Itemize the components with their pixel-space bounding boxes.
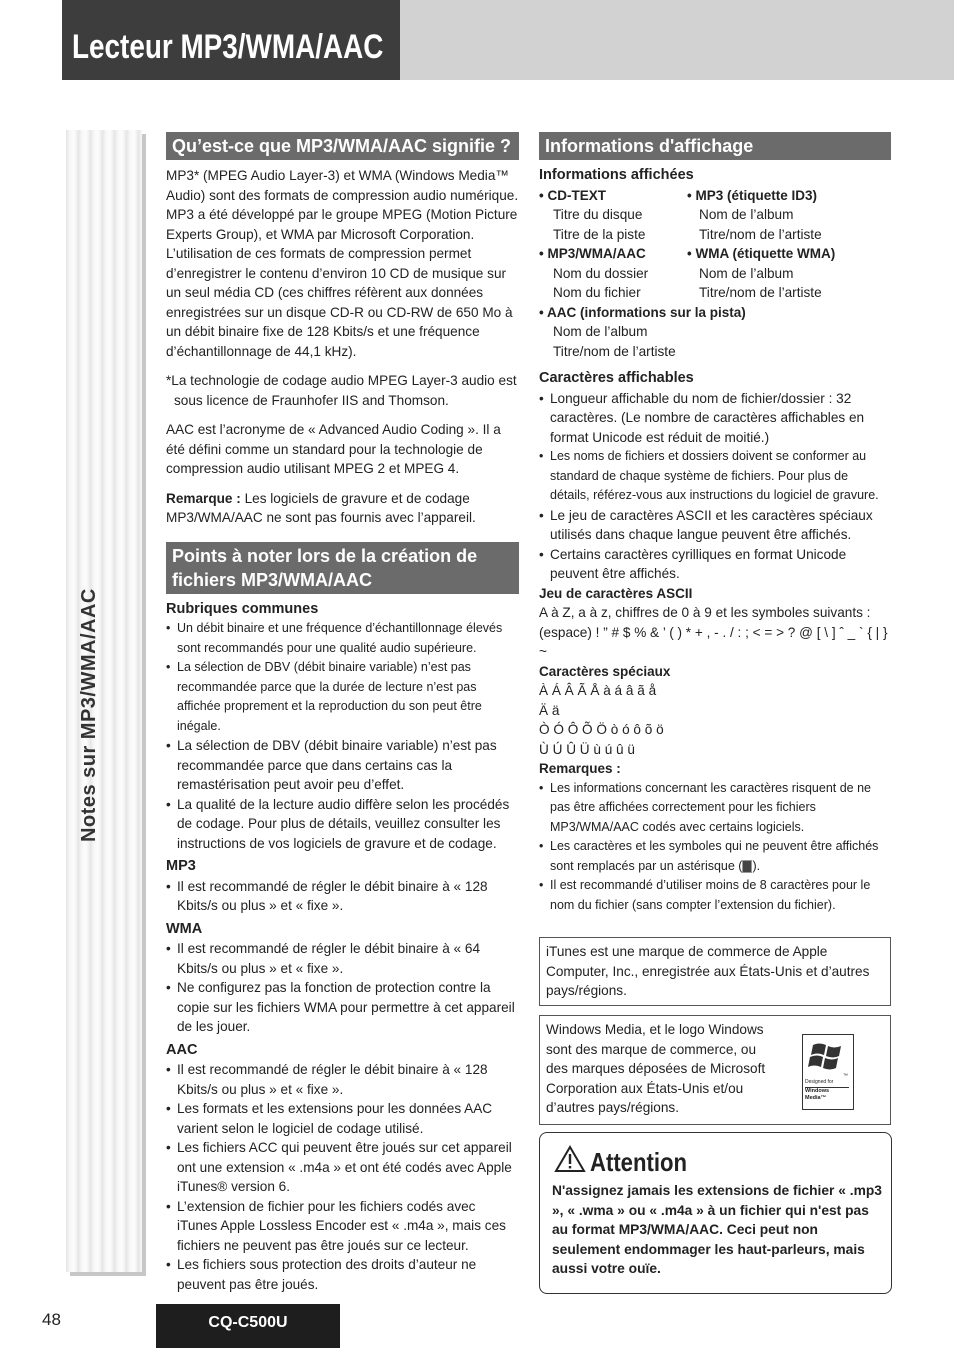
remarks-heading: Remarques :: [539, 761, 621, 776]
logo-line-windows: Windows: [805, 1088, 830, 1094]
chars-heading: Caractères affichables: [539, 370, 694, 386]
itunes-trademark-box: iTunes est une marque de commerce de Apple Computer, Inc., enregistrée aux États-Unis et d’autres pays/régions.: [539, 937, 891, 1006]
special-line: Ò Ó Ô Õ Ö ò ó ô õ ö: [539, 722, 664, 737]
footnote: *La technologie de codage audio MPEG Layer-3 audio est sous licence de Fraunhofer IIS and Thomson.: [166, 373, 517, 408]
chars-list: [539, 389, 891, 584]
mp3tag-item: Titre/nom de l’artiste: [699, 226, 822, 242]
section-heading-what-is: Qu’est-ce que MP3/WMA/AAC signifie ?: [166, 132, 519, 160]
left-column: [166, 132, 519, 1294]
special-line: À Á Â Ã Å à á â ã å: [539, 683, 657, 698]
info-grid-left: [539, 186, 687, 303]
wmatag-label: • WMA (étiquette WMA): [687, 246, 836, 261]
remark-text: Les caractères et les symboles qui ne peuvent être affichés sont remplacés par un astérisque (: [550, 839, 879, 873]
logo-line-media: Media™: [805, 1094, 827, 1101]
list-item: • Longueur affichable du nom de fichier/dossier : 32 caractères. (Le nombre de caractères affichables en format Unicode est réduit de moitié.): [539, 389, 891, 448]
list-item: • Les fichiers ACC qui peuvent être joués sur cet appareil ont une extension « .m4a » et ont été codés avec Apple iTunes® version 6.: [166, 1138, 519, 1197]
remark-text: Les logiciels de gravure et de codage MP3/WMA/AAC ne sont pas fournis avec l’appareil.: [166, 490, 476, 525]
cdtext-label: • CD-TEXT: [539, 187, 606, 203]
list-item: • Il est recommandé de régler le débit binaire à « 64 Kbits/s ou plus » et « fixe ».: [166, 939, 519, 978]
attention-title: Attention: [590, 1147, 687, 1177]
windows-media-trademark-box: [539, 1015, 891, 1125]
wmatag-item: Titre/nom de l’artiste: [699, 285, 822, 300]
windows-media-logo: [802, 1034, 854, 1110]
mwa-item: Nom du fichier: [553, 285, 641, 300]
list-item: • Il est recommandé d’utiliser moins de 8 caractères pour le nom du fichier (sans compter l’extension du fichier).: [539, 876, 891, 915]
intro-paragraph: MP3* (MPEG Audio Layer-3) et WMA (Windows Media™ Audio) sont des formats de compression audio numérique. MP3 a été développé par le groupe MPEG (Motion Picture Experts Group), et WMA par Microsoft Corporation. L’utilisation de ces formats de compression permet d’enregistrer le contenu d’environ 10 CD de musique sur un seul média CD (ces chiffres réfèrent aux données enregistrées sur un disque CD-R ou CD-RW de 650 Mo à un débit binaire fixe de 128 Kbits/s et une fréquence d’échantillonnage de 44,1 kHz).: [166, 168, 519, 359]
side-tab-label: Notes sur MP3/WMA/AAC: [78, 588, 100, 842]
model-badge: CQ-C500U: [156, 1304, 340, 1348]
list-item: • Les formats et les extensions pour les données AAC varient selon le logiciel de codage utilisé.: [166, 1099, 519, 1138]
special-heading: Caractères spéciaux: [539, 663, 671, 679]
right-column: [539, 132, 891, 915]
mp3-heading: MP3: [166, 858, 196, 874]
list-item: • Certains caractères cyrilliques en format Unicode peuvent être affichés.: [539, 545, 891, 584]
remark-paragraph: [166, 489, 519, 528]
attention-box: [539, 1132, 892, 1294]
wma-list: [166, 939, 519, 1037]
list-item: • Un débit binaire et une fréquence d’échantillonnage élevés sont recommandés pour une qualité audio supérieure.: [166, 619, 519, 658]
remarks-list: [539, 779, 891, 916]
section-heading-display-info: Informations d'affichage: [539, 132, 891, 160]
logo-tm: ™: [843, 1073, 848, 1079]
special-line: Ä ä: [539, 702, 560, 718]
aac-paragraph: AAC est l’acronyme de « Advanced Audio Coding ». Il a été défini comme un standard pour la technologie de compression audio utilisant MPEG 2 et MPEG 4.: [166, 422, 501, 476]
list-item: • Il est recommandé de régler le débit binaire à « 128 Kbits/s ou plus » et « fixe ».: [166, 877, 519, 916]
wm-trademark-text: Windows Media, et le logo Windows sont des marque de commerce, ou des marques déposées de Microsoft Corporation aux États-Unis et/ou d’autres pays/régions.: [546, 1022, 766, 1115]
cdtext-item: Titre du disque: [553, 207, 643, 222]
warning-triangle-icon: [554, 1145, 586, 1173]
list-item: • Les fichiers sous protection des droits d’auteur ne peuvent pas être joués.: [166, 1255, 519, 1294]
cdtext-item: Titre de la piste: [553, 226, 646, 242]
mwa-label: • MP3/WMA/AAC: [539, 246, 646, 261]
list-item: [539, 837, 891, 876]
ascii-text: A à Z, a à z, chiffres de 0 à 9 et les symboles suivants : (espace) ! ” # $ % & ’ ( ) * + , - . / : ; < = > ? @ [ \ ] ˆ _ ` { | } ~: [539, 605, 888, 659]
mp3tag-item: Nom de l’album: [699, 207, 794, 222]
common-list: [166, 619, 519, 853]
mp3tag-label: • MP3 (étiquette ID3): [687, 187, 817, 203]
mwa-item: Nom du dossier: [553, 265, 649, 281]
header-light-block: [400, 0, 954, 80]
list-item: • L’extension de fichier pour les fichiers codés avec iTunes Apple Lossless Encoder est « .m4a », mais ces fichiers ne peuvent pas être joués sur ce lecteur.: [166, 1197, 519, 1256]
list-item: • Ne configurez pas la fonction de protection contre la copie sur les fichiers WMA pour permettre à cet appareil de les jouer.: [166, 978, 519, 1037]
info-heading: Informations affichées: [539, 167, 694, 183]
section-heading-points: Points à noter lors de la création de fichiers MP3/WMA/AAC: [166, 542, 519, 594]
info-grid-right: [687, 186, 835, 303]
asterisk-block-icon: [742, 860, 752, 873]
wmatag-item: Nom de l’album: [699, 265, 794, 281]
page-number: 48: [42, 1310, 61, 1329]
aacinfo-item: Titre/nom de l’artiste: [553, 343, 676, 359]
attention-text: N'assignez jamais les extensions de fichier « .mp3 », « .wma » ou « .m4a » à un fichier qui n'est pas au format MP3/WMA/AAC. Ceci peut non seulement endommager les haut-parleurs, mais aussi votre ouïe.: [552, 1183, 882, 1276]
wma-heading: WMA: [166, 920, 203, 937]
remark-text-end: ).: [752, 858, 761, 873]
list-item: • Le jeu de caractères ASCII et les caractères spéciaux utilisés dans chaque langue peuvent être affichés.: [539, 506, 891, 545]
aac-list: [166, 1060, 519, 1294]
aac-heading: AAC: [166, 1041, 198, 1058]
list-item: • La sélection de DBV (débit binaire variable) n’est pas recommandée parce que dans certains cas la remastérisation peut avoir peu d’effet.: [166, 736, 519, 795]
info-grid: [539, 186, 891, 303]
list-item: • La sélection de DBV (débit binaire variable) n’est pas recommandée parce que la durée de lecture n’est pas affichée proprement et la reproduction du son peut être inégale.: [166, 658, 519, 736]
special-line: Ù Ú Û Ü ù ú û ü: [539, 741, 635, 757]
logo-text: [805, 1087, 849, 1101]
remark-label: Remarque :: [166, 490, 241, 506]
list-item: • La qualité de la lecture audio diffère selon les procédés de codage. Pour plus de détails, veuillez consulter les instructions de vos logiciels de gravure et de codage.: [166, 795, 519, 854]
ascii-heading: Jeu de caractères ASCII: [539, 585, 693, 601]
aacinfo-label: • AAC (informations sur la pista): [539, 304, 746, 320]
list-item: • Les noms de fichiers et dossiers doivent se conformer au standard de chaque système de fichiers. Pour plus de détails, référez-vous aux instructions du logiciel de gravure.: [539, 447, 891, 506]
list-item: • Il est recommandé de régler le débit binaire à « 128 Kbits/s ou plus » et « fixe ».: [166, 1060, 519, 1099]
logo-caption: Designed for: [805, 1079, 834, 1085]
page-title: Lecteur MP3/WMA/AAC: [72, 28, 384, 66]
common-heading: Rubriques communes: [166, 600, 319, 617]
mp3-list: [166, 877, 519, 916]
list-item: • Les informations concernant les caractères risquent de ne pas être affichées correctement pour les fichiers MP3/WMA/AAC codés avec certains logiciels.: [539, 779, 891, 838]
aacinfo-item: Nom de l’album: [553, 324, 648, 339]
